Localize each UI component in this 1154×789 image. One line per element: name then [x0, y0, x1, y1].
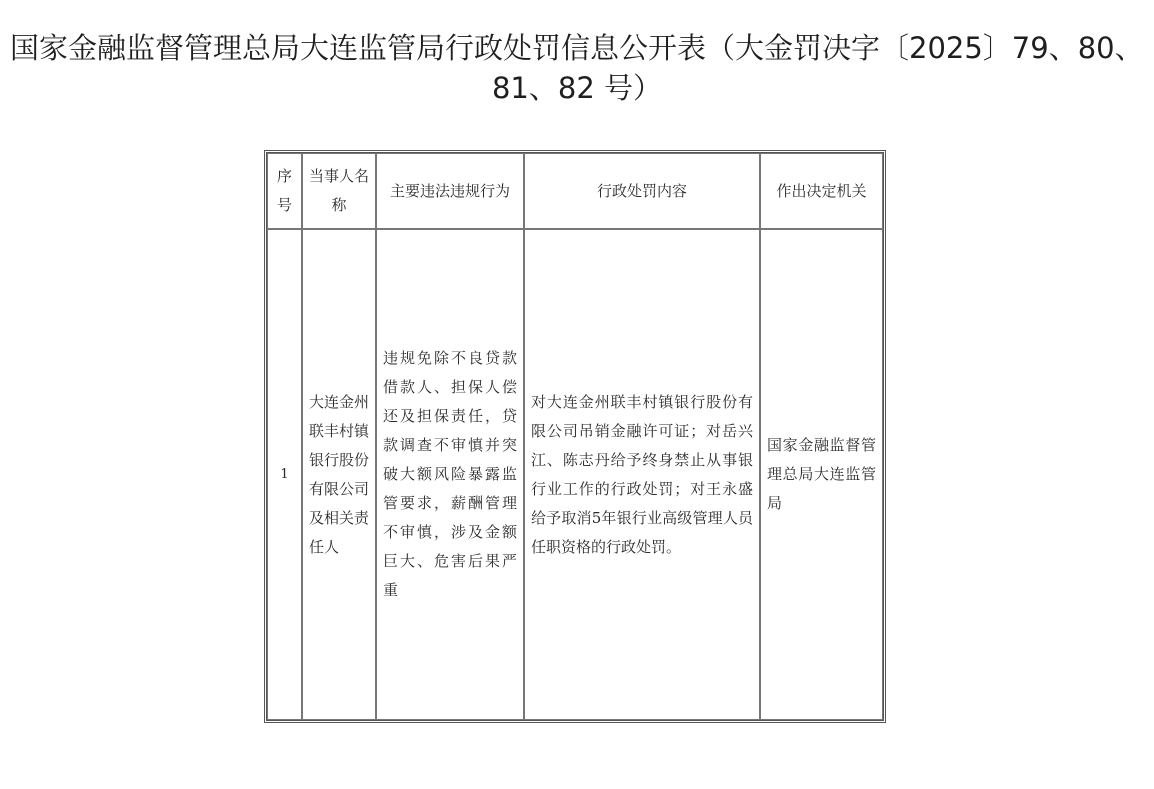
table-header	[267, 153, 883, 229]
header-seq: 序号	[267, 153, 302, 229]
cell-penalty-content: 对大连金州联丰村镇银行股份有限公司吊销金融许可证；对岳兴江、陈志丹给予终身禁止从事银行业工作的行政处罚；对王永盛给予取消5年银行业高级管理人员任职资格的行政处罚。	[524, 229, 760, 720]
penalty-info-table	[264, 150, 886, 723]
header-party-name: 当事人名称	[302, 153, 376, 229]
document-title-line-1: 国家金融监督管理总局大连监管局行政处罚信息公开表（大金罚决字〔2025〕79、80、	[10, 31, 1144, 65]
cell-authority: 国家金融监督管理总局大连监管局	[760, 229, 883, 720]
table-body	[267, 229, 883, 720]
header-penalty-content: 行政处罚内容	[524, 153, 760, 229]
document-title	[0, 28, 1154, 108]
header-authority: 作出决定机关	[760, 153, 883, 229]
cell-violation: 违规免除不良贷款借款人、担保人偿还及担保责任，贷款调查不审慎并突破大额风险暴露监管要求，薪酬管理不审慎，涉及金额巨大、危害后果严重	[376, 229, 524, 720]
header-violation: 主要违法违规行为	[376, 153, 524, 229]
header-row	[267, 153, 883, 229]
document-title-line-2: 81、82 号）	[491, 71, 663, 105]
cell-party-name: 大连金州联丰村镇银行股份有限公司及相关责任人	[302, 229, 376, 720]
cell-seq: 1	[267, 229, 302, 720]
table-row	[267, 229, 883, 720]
